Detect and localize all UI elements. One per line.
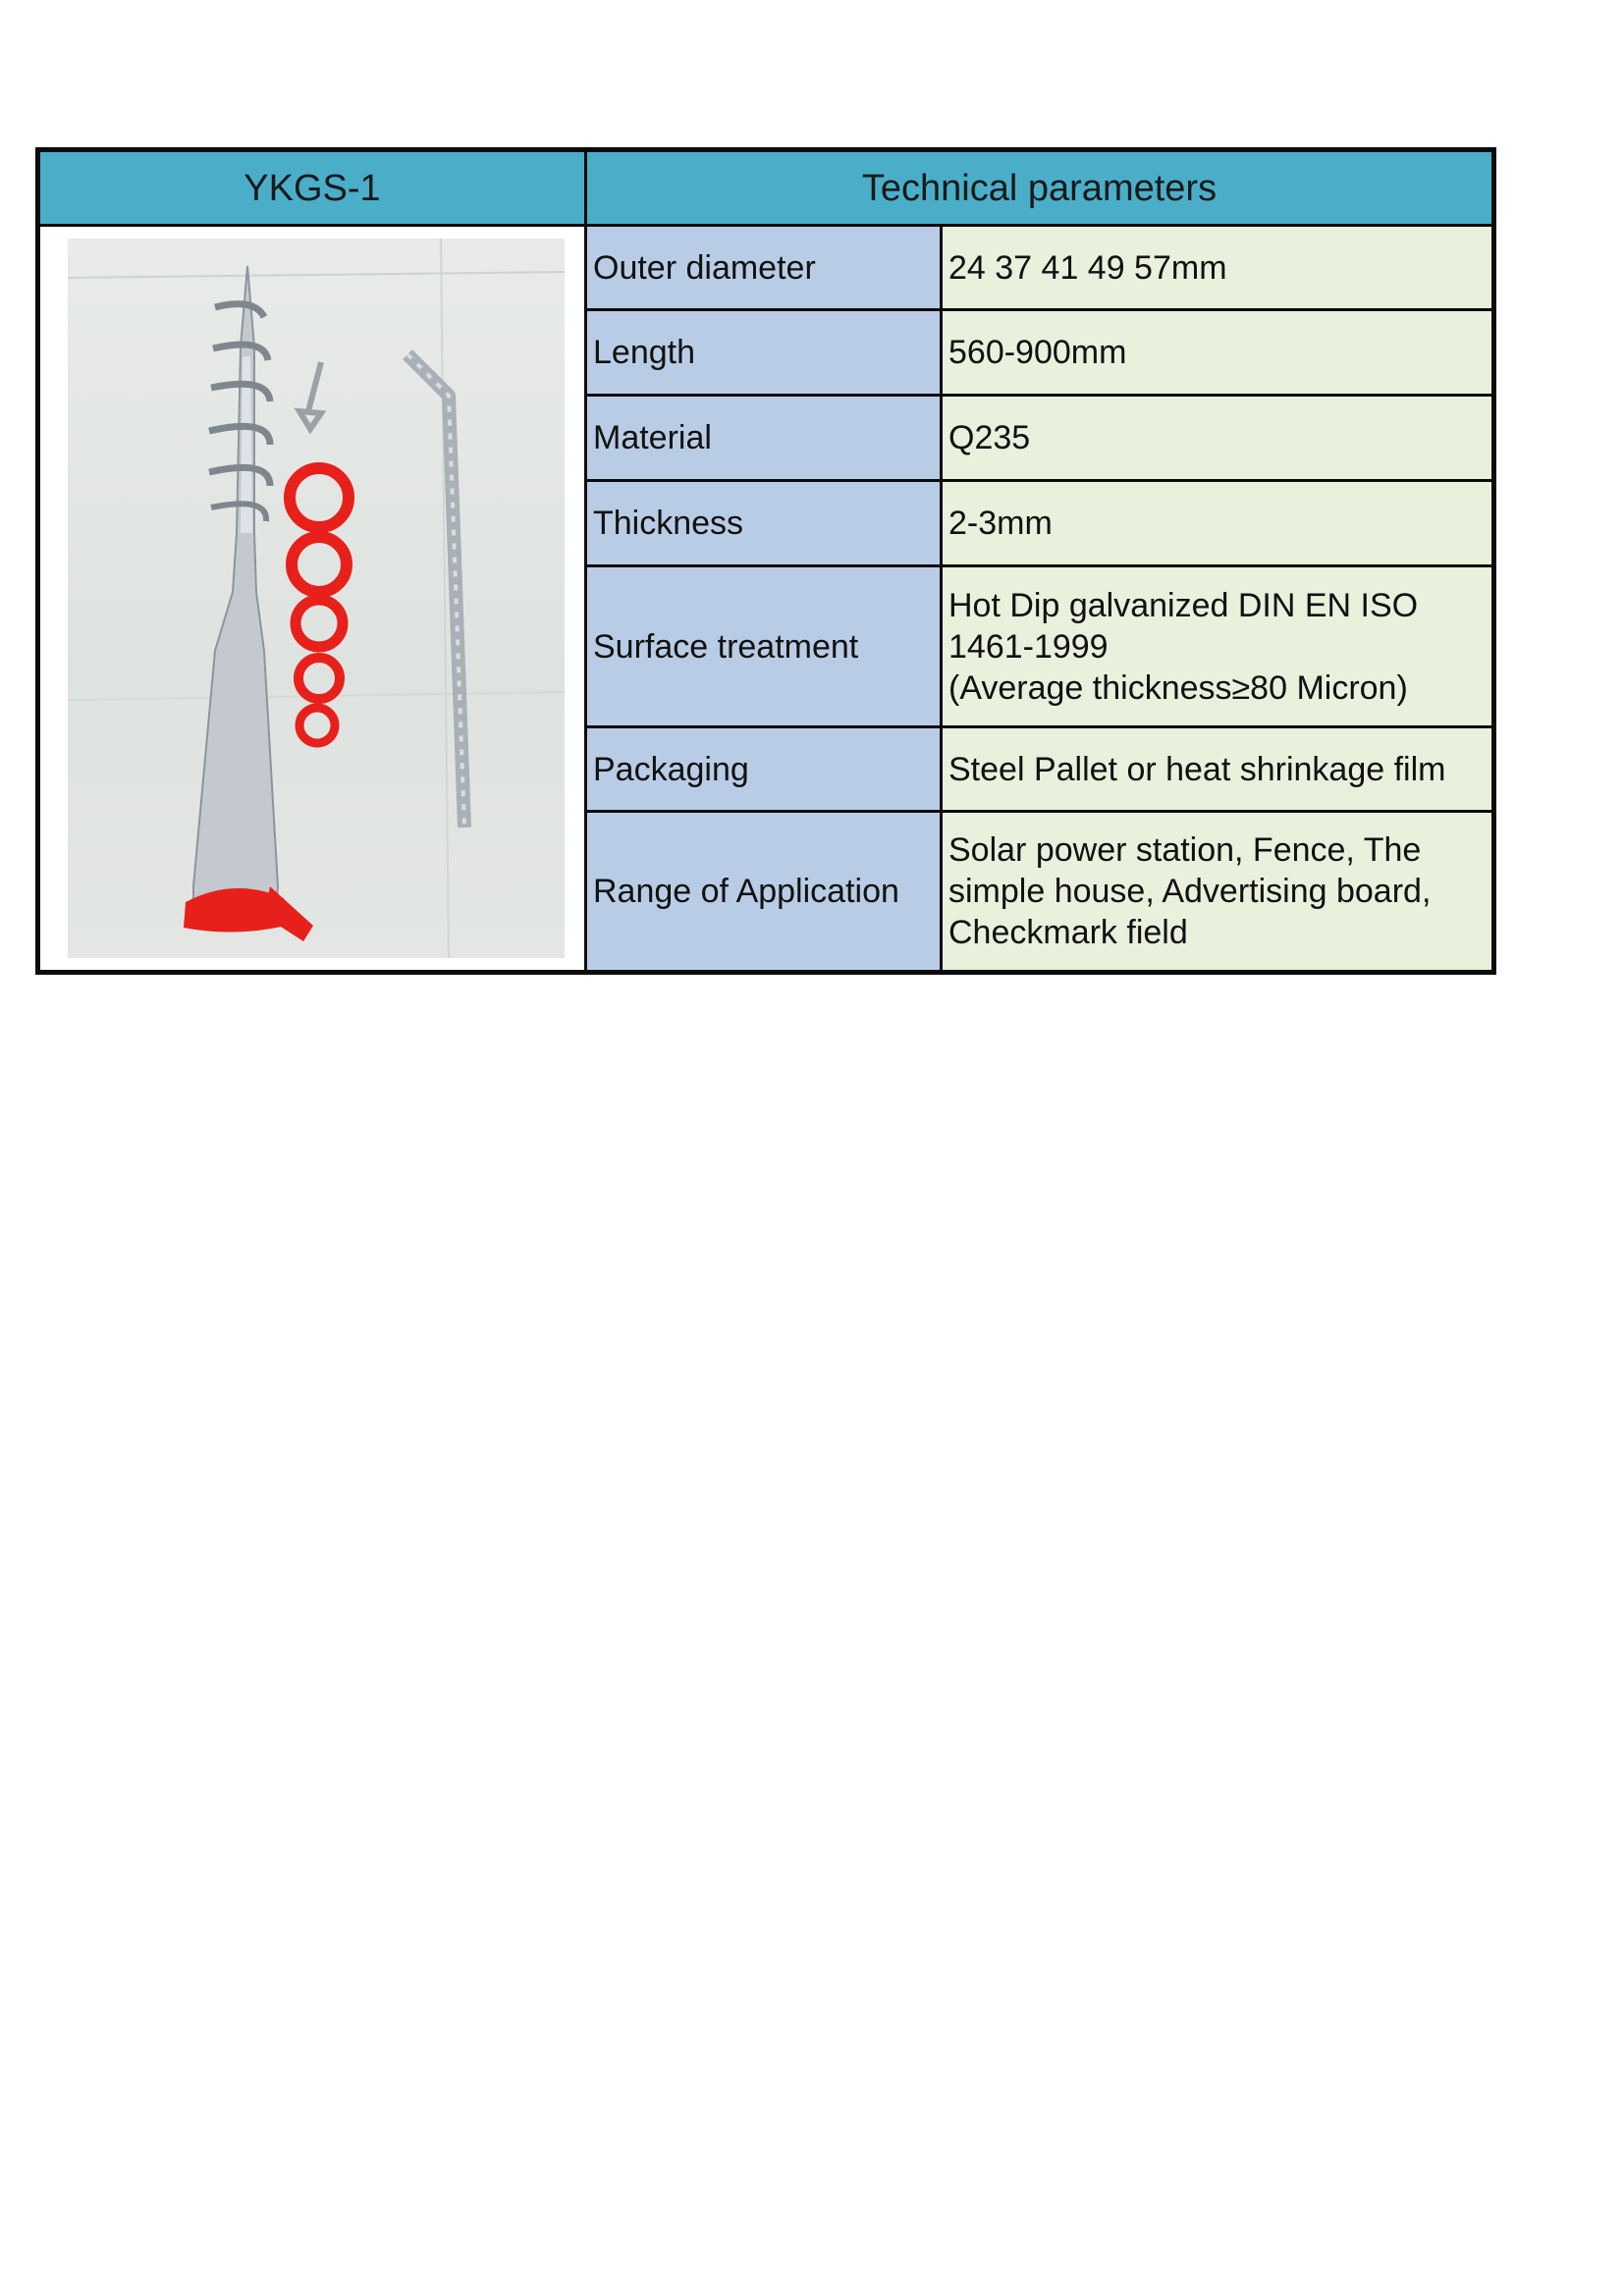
row-label-thickness: Thickness [587, 482, 943, 567]
red-tab [264, 886, 313, 941]
row-value-thickness: 2-3mm [943, 482, 1491, 567]
row-value-length: 560-900mm [943, 311, 1491, 397]
product-photo-cell [40, 227, 587, 970]
spec-table [35, 147, 1496, 975]
tile-seam [441, 239, 449, 958]
row-label-outer-diameter: Outer diameter [587, 227, 943, 311]
red-ring [299, 708, 335, 743]
eye-pin-loop [299, 411, 321, 429]
ground-screw-photo [68, 239, 565, 958]
row-label-packaging: Packaging [587, 728, 943, 813]
row-value-surface-treatment: Hot Dip galvanized DIN EN ISO 1461-1999 (Average thickness≥80 Micron) [943, 567, 1491, 728]
screw-thread [215, 304, 264, 317]
technical-parameters-header: Technical parameters [587, 152, 1491, 227]
tile-seam [68, 272, 565, 278]
red-ring [298, 658, 340, 699]
row-value-outer-diameter: 24 37 41 49 57mm [943, 227, 1491, 311]
ground-screw-illustration [68, 239, 565, 958]
eye-pin [308, 362, 321, 411]
row-label-material: Material [587, 397, 943, 482]
red-ring [290, 468, 349, 527]
row-label-surface-treatment: Surface treatment [587, 567, 943, 728]
row-value-range-of-application: Solar power station, Fence, The simple house, Advertising board, Checkmark field [943, 813, 1491, 970]
red-ring [292, 537, 347, 592]
rebar-rod [407, 354, 464, 828]
row-value-material: Q235 [943, 397, 1491, 482]
row-label-length: Length [587, 311, 943, 397]
model-header: YKGS-1 [40, 152, 587, 227]
row-label-range-of-application: Range of Application [587, 813, 943, 970]
screw-body [193, 266, 278, 916]
red-ring [296, 600, 343, 647]
row-value-packaging: Steel Pallet or heat shrinkage film [943, 728, 1491, 813]
